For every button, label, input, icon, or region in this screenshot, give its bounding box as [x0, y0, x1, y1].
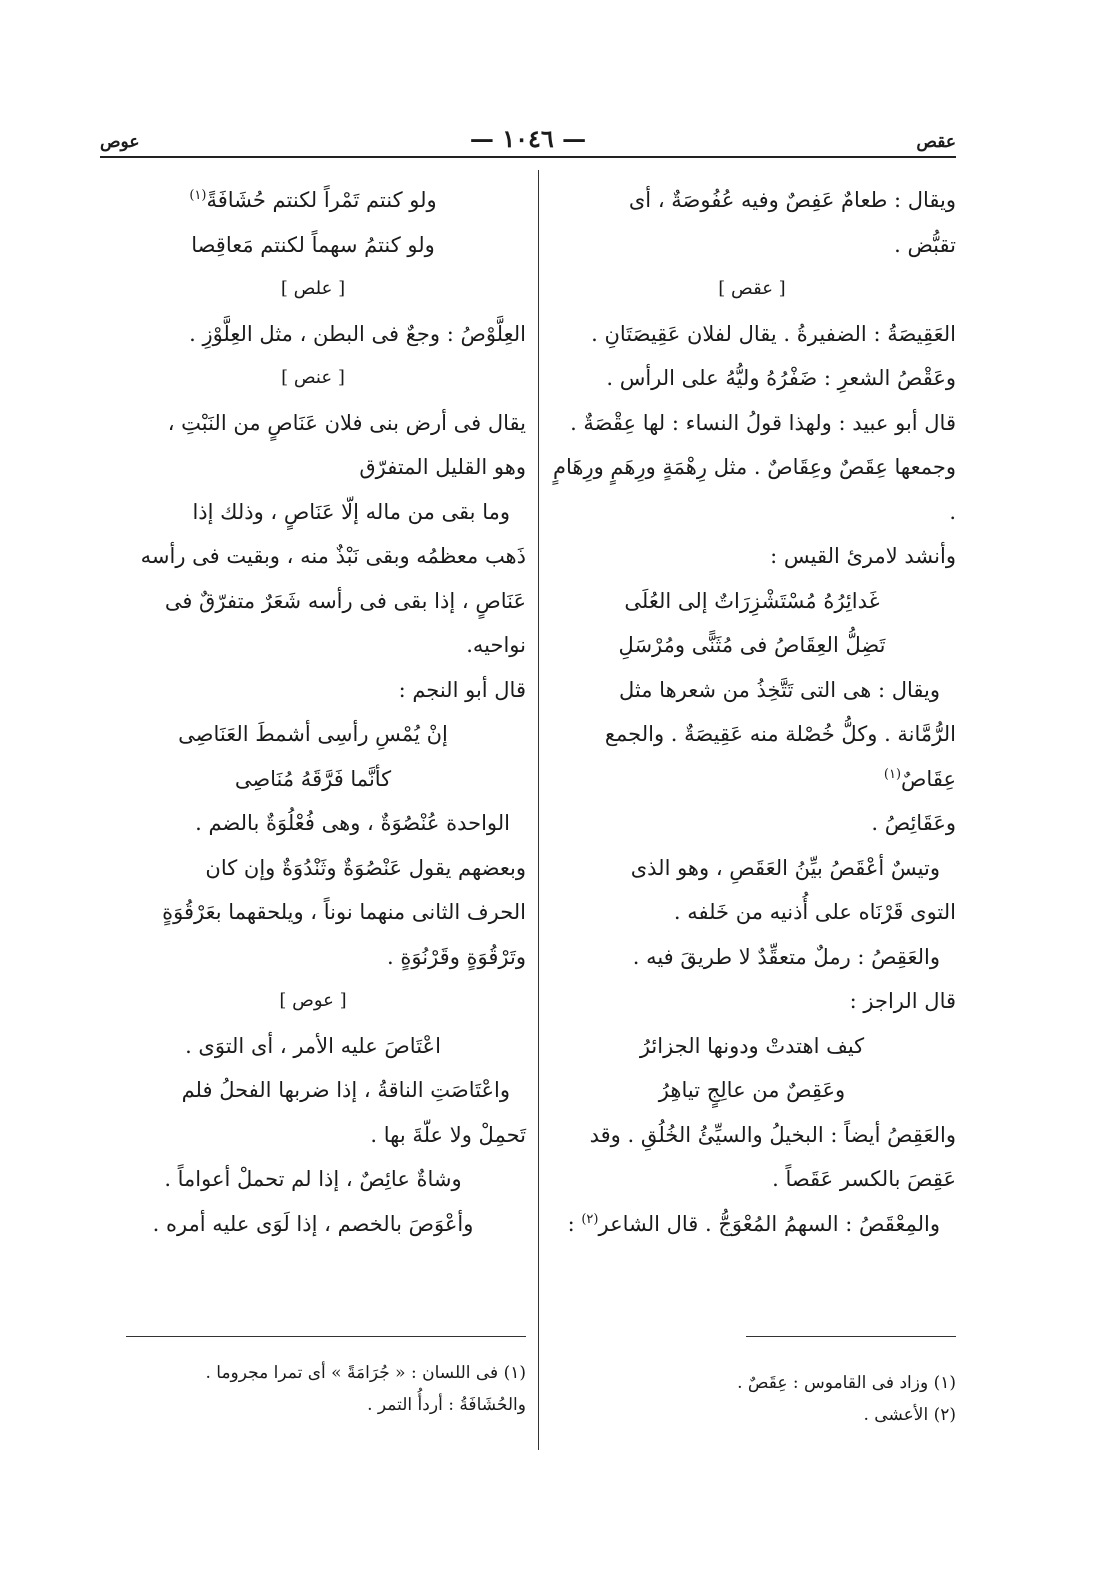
text-line — [100, 534, 526, 579]
verse-line — [100, 1024, 526, 1069]
verse-line — [548, 1024, 956, 1069]
text-line — [548, 534, 956, 579]
text-line-text: وعَقَائِصُ . — [871, 811, 956, 835]
verse-line — [100, 178, 526, 223]
text-line-text: وهو القليل المتفرّق — [359, 455, 526, 479]
entry-heading — [100, 356, 526, 401]
text-line — [548, 668, 956, 713]
text-line — [100, 401, 526, 446]
header-right-word: عقص — [916, 132, 956, 152]
footnote-marker: (١) — [883, 766, 902, 782]
entry-heading-text: [ عوص ] — [279, 990, 347, 1011]
text-line — [100, 1113, 526, 1158]
footnote-marker: (١) — [189, 188, 207, 203]
text-line-text: الرُّمَّانة . وكلُّ خُصْلة منه عَقِيصَةٌ . والجمع عِقَاصٌ — [604, 722, 956, 791]
text-line-text: العِلَّوْصُ : وجعٌ فى البطن ، مثل العِلَّوْزِ . — [189, 321, 526, 346]
text-line-text: قال أبو النجم : — [398, 677, 526, 702]
text-line-text: واعْتَاصَتِ الناقةُ ، إذا ضربها الفحلُ فلم — [181, 1078, 510, 1102]
text-line — [548, 1113, 956, 1158]
verse-line-text: كأنَّما فَرَّقَهُ مُنَاصِى — [234, 766, 392, 791]
entry-heading — [100, 979, 526, 1024]
text-line — [548, 401, 956, 446]
text-line — [100, 490, 526, 535]
verse-line-text: وعَقِصٌ من عالِجٍ تياهِرُ — [658, 1078, 846, 1102]
text-line-text: قال أبو عبيد : ولهذا قولُ النساء : لها عِقْصَةٌ . — [570, 410, 956, 435]
text-line-tail: : — [567, 1211, 582, 1236]
text-line-text: ويقال : هى التى تَتَّخِذُ من شعرها مثل — [619, 677, 940, 702]
text-line-text: والمِعْقَصُ : السهمُ المُعْوَجُّ . قال الشاعر — [598, 1211, 940, 1236]
text-line-text: وأنشد لامرئ القيس : — [770, 544, 956, 568]
footnote: (١) فى اللسان : « جُرَامَةً » أى تمرا مجروما . — [205, 1363, 526, 1383]
text-line — [548, 312, 956, 357]
text-line-text: يقال فى أرض بنى فلان عَنَاصٍ من النَبْتِ ، — [167, 410, 526, 435]
text-line-text: وتيسٌ أعْقَصُ بيِّنُ العَقَصِ ، وهو الذى — [630, 855, 940, 880]
entry-heading — [100, 267, 526, 312]
footnote-marker: (٢) — [581, 1211, 599, 1227]
text-line — [100, 445, 526, 490]
text-line — [100, 579, 526, 668]
text-line-text: تَحمِلْ ولا علّةَ بها . — [370, 1122, 526, 1147]
verse-line-text: تَضِلُّ العِقَاصُ فى مُثَنًّى ومُرْسَلِ — [618, 633, 886, 657]
text-line — [100, 668, 526, 713]
text-line — [548, 846, 956, 891]
text-line-text: ويقال : طعامٌ عَفِصٌ وفيه عُفُوصَةٌ ، أى — [628, 188, 956, 212]
text-line — [548, 445, 956, 534]
column-divider — [538, 170, 539, 1450]
verse-line-text: غَدائِرُهُ مُسْتَشْزِرَاتٌ إلى العُلَى — [624, 588, 880, 613]
page-header — [100, 124, 956, 160]
footnote-rule — [746, 1336, 956, 1337]
text-line — [548, 1157, 956, 1202]
text-line-text: عَقِصَ بالكسر عَقَصاً . — [772, 1167, 956, 1191]
entry-heading-text: [ عنص ] — [281, 367, 345, 388]
footnote-rule — [126, 1336, 526, 1337]
text-line-text: الواحدة عُنْصُوَةٌ ، وهى فُعْلُوَةٌ بالضم . — [195, 811, 510, 835]
verse-line-text: كيف اهتدتْ ودونها الجزائرُ — [639, 1033, 865, 1058]
verse-line — [100, 1157, 526, 1202]
footnote: والحُشَافَةُ : أردأُ التمر . — [367, 1395, 526, 1415]
footnotes-right — [548, 1336, 956, 1431]
verse-line — [548, 579, 956, 624]
text-line-text: وتَرْقُوَةٍ وقَرْنُوَةٍ . — [387, 944, 526, 969]
text-line — [548, 356, 956, 401]
text-line — [548, 890, 956, 935]
text-line — [100, 935, 526, 980]
verse-line — [548, 623, 956, 668]
verse-line-text: اعْتَاصَ عليه الأمر ، أى التوَى . — [185, 1033, 441, 1058]
header-rule — [100, 156, 956, 158]
text-line-text: ذَهب معظمُه وبقى نَبْذٌ منه ، وبقيت فى رأسه — [140, 544, 526, 568]
text-line — [548, 178, 956, 223]
text-line-text: والعَقِصُ أيضاً : البخيلُ والسيِّئُ الخُلُقِ . وقد — [589, 1122, 956, 1147]
verse-line-text: ولو كنتمُ سهماً لكنتم مَعاقِصا — [191, 232, 435, 257]
text-line-text: وعَقْصُ الشعرِ : ضَفْرُهُ وليُّهُ على الرأس . — [606, 366, 956, 390]
verse-line-text: إنْ يُمْسِ رأسِى أشمطَ العَنَاصِى — [178, 722, 448, 746]
entry-heading-text: [ عقص ] — [718, 278, 786, 299]
verse-line-text: وشاةٌ عائِصٌ ، إذا لم تحملْ أعواماً . — [164, 1167, 462, 1191]
text-line — [548, 801, 956, 846]
verse-line-text: ولو كنتم تَمْراً لكنتم حُشَافَةً — [206, 188, 437, 212]
verse-line — [100, 757, 526, 802]
text-line-text: والعَقِصُ : رملٌ متعقِّدٌ لا طريقَ فيه . — [632, 944, 940, 969]
text-line-text: وبعضهم يقول عَنْصُوَةٌ وثَنْدُوَةٌ وإن كان — [205, 855, 526, 880]
text-line-text: العَقِيصَةُ : الضفيرةُ . يقال لفلان عَقِيصَتَانِ . — [591, 321, 956, 346]
page-number: — ١٠٤٦ — — [469, 124, 587, 153]
text-line — [548, 712, 956, 801]
text-line-text: وجمعها عِقَصٌ وعِقَاصٌ . مثل رِهْمَةٍ ورِهَمٍ ورِهَامٍ . — [552, 455, 956, 524]
left-column — [100, 178, 526, 1246]
text-line — [100, 846, 526, 891]
footnote: (٢) الأعشى . — [863, 1405, 956, 1425]
text-line-text: التوى قَرْنَاه على أُذنيه من خَلفه . — [673, 900, 956, 924]
text-line — [548, 1202, 956, 1247]
text-line — [100, 312, 526, 357]
text-line — [548, 979, 956, 1024]
text-line — [548, 223, 956, 268]
verse-line-text: وأعْوَصَ بالخصم ، إذا لَوَى عليه أمره . — [152, 1211, 474, 1236]
text-line-text: قال الراجز : — [849, 989, 956, 1013]
footnote: (١) وزاد فى القاموس : عِقَصٌ . — [737, 1373, 956, 1393]
text-line — [100, 801, 526, 846]
entry-heading — [548, 267, 956, 312]
text-line-text: عَنَاصٍ ، إذا بقى فى رأسه شَعَرٌ متفرّقٌ فى نواحيه. — [164, 588, 526, 657]
text-line — [100, 890, 526, 935]
text-line-text: وما بقى من ماله إلّا عَنَاصٍ ، وذلك إذا — [192, 499, 510, 524]
footnotes-left — [100, 1336, 526, 1421]
text-line-text: تقبُّض . — [894, 232, 956, 257]
verse-line — [100, 223, 526, 268]
verse-line — [100, 1202, 526, 1247]
header-left-word: عوص — [100, 132, 140, 152]
text-line — [100, 1068, 526, 1113]
entry-heading-text: [ علص ] — [280, 278, 346, 299]
verse-line — [548, 1068, 956, 1113]
text-line-text: الحرف الثانى منهما نوناً ، ويلحقهما بعَرْقُوَةٍ — [162, 900, 526, 924]
text-line — [548, 935, 956, 980]
verse-line — [100, 712, 526, 757]
right-column — [548, 178, 956, 1246]
